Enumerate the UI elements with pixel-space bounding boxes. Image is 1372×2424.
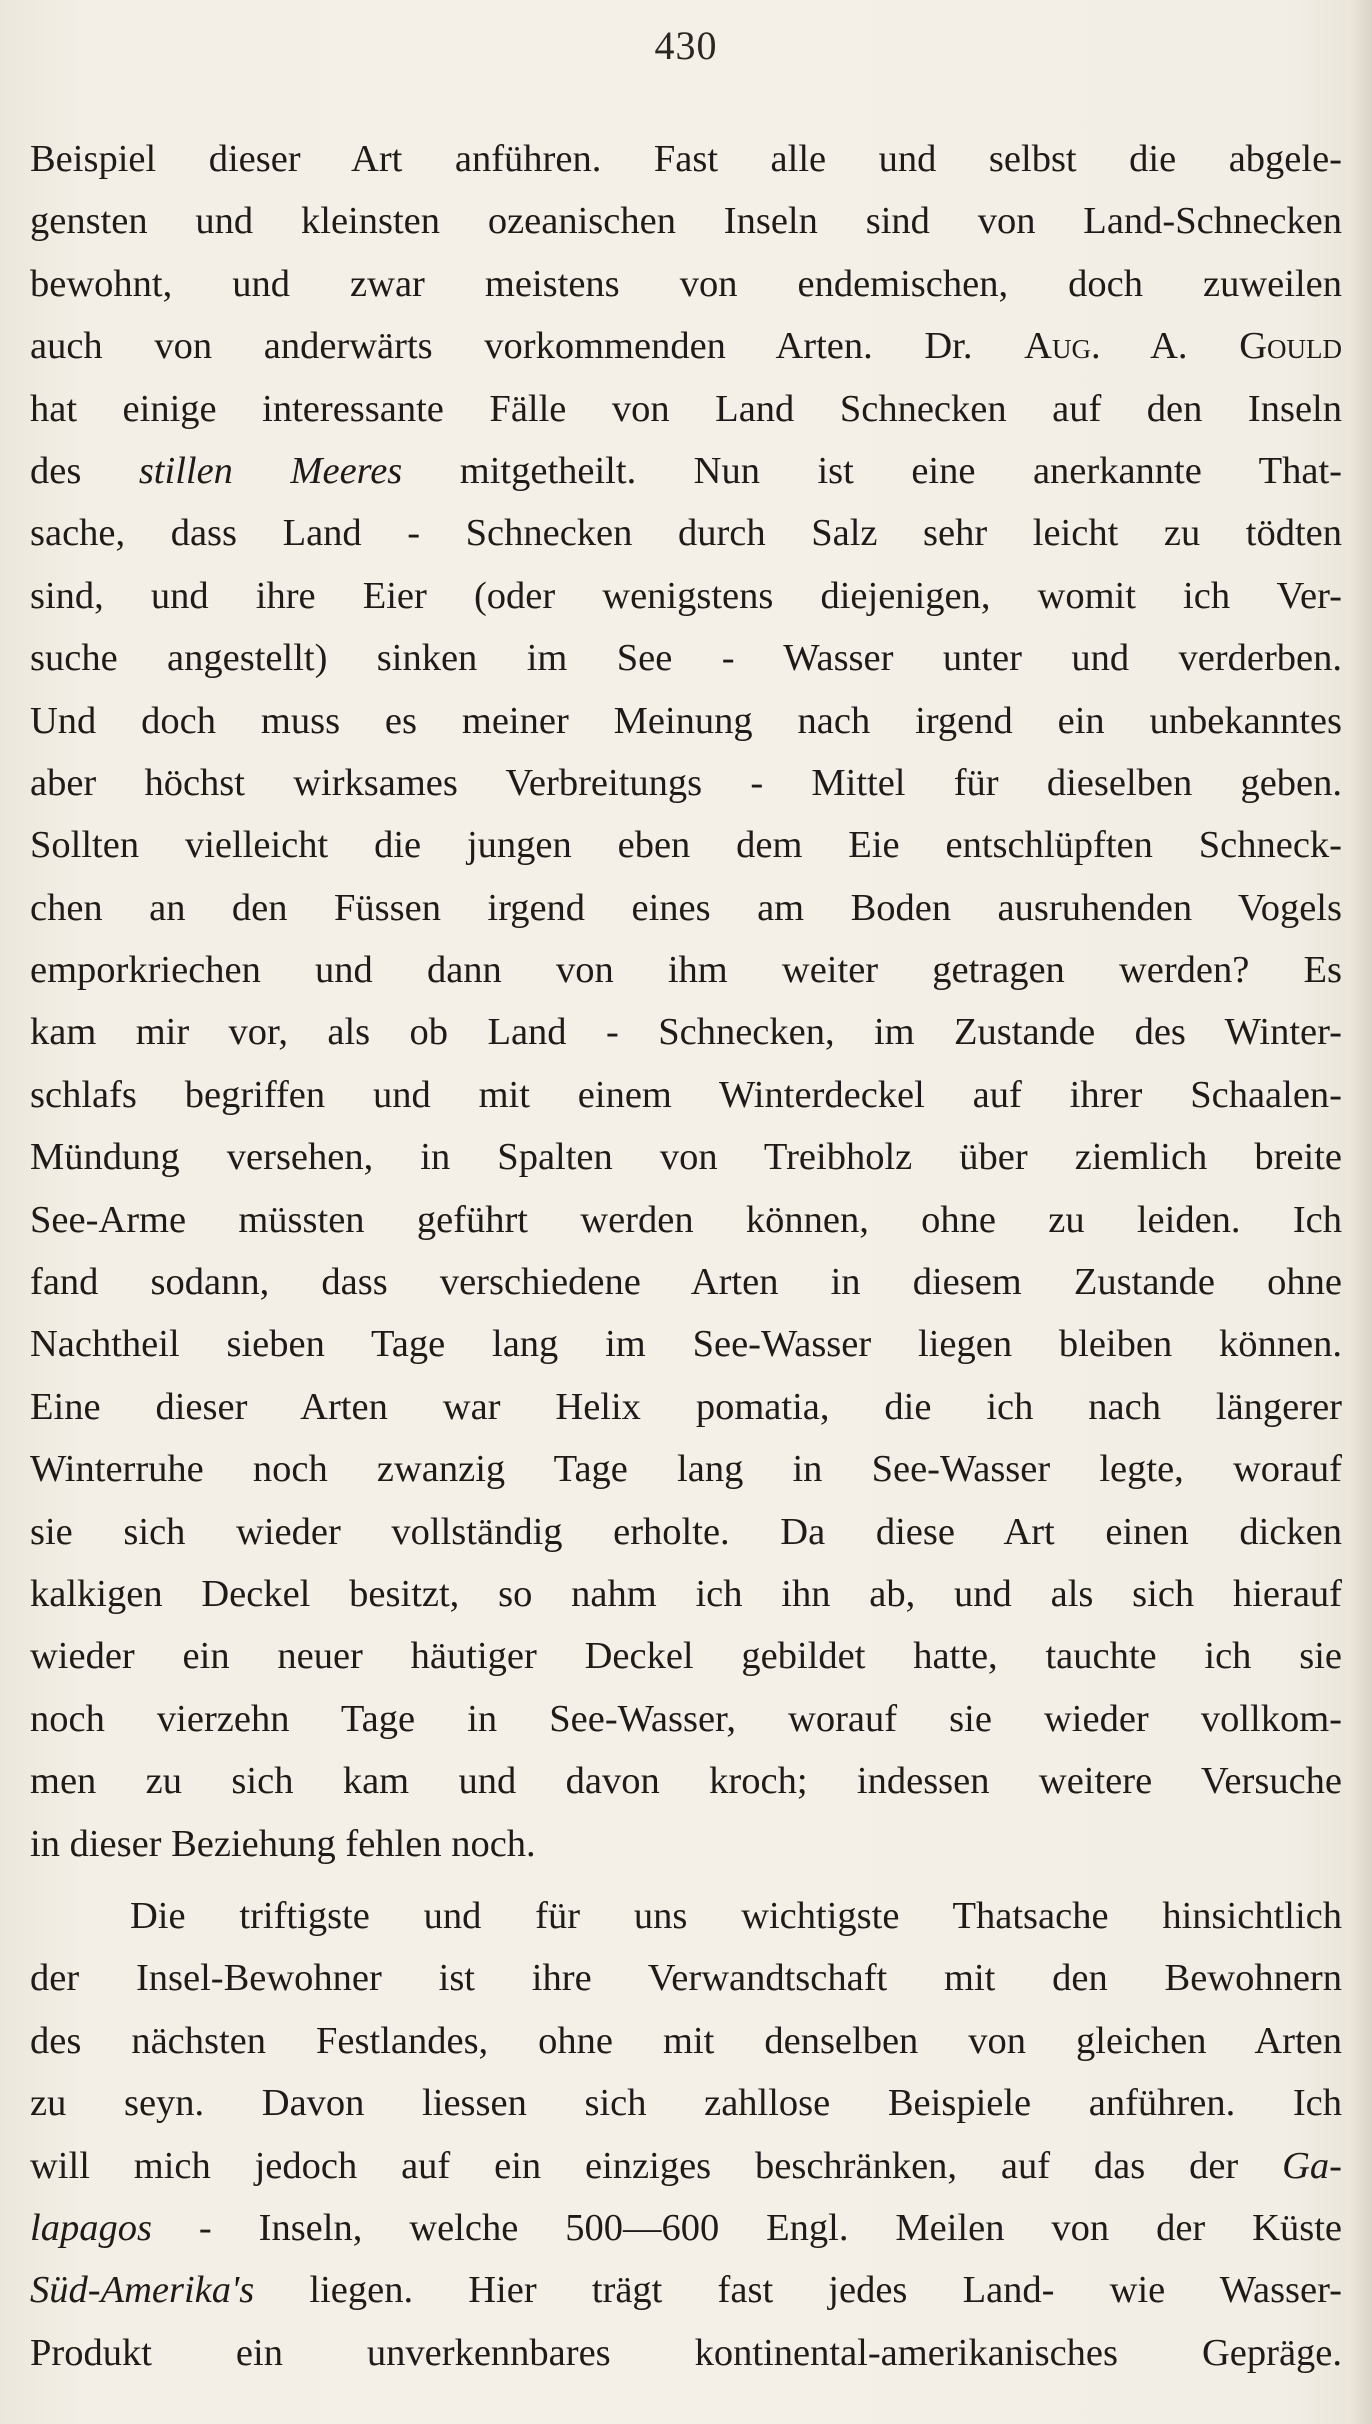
text-line: noch vierzehn Tage in See-Wasser, worauf sie wieder vollkom- [30, 1697, 1342, 1740]
text-line: des nächsten Festlandes, ohne mit denselben von gleichen Arten [30, 2019, 1342, 2062]
text-line: zu seyn. Davon liessen sich zahllose Beispiele anführen. Ich [30, 2082, 1342, 2125]
text-line: kalkigen Deckel besitzt, so nahm ich ihn ab, und als sich hierauf [30, 1572, 1342, 1615]
text-line: aber höchst wirksames Verbreitungs - Mittel für dieselben geben. [30, 761, 1342, 804]
text-line: sache, dass Land - Schnecken durch Salz sehr leicht zu tödten [30, 512, 1342, 555]
italic-place-name: Süd-Amerika's [30, 2269, 255, 2312]
text-line: Beispiel dieser Art anführen. Fast alle und selbst die abgele- [30, 138, 1342, 180]
author-name: Aug. A. Gould [1024, 325, 1342, 368]
text-line: kam mir vor, als ob Land - Schnecken, im Zustande des Winter- [30, 1011, 1342, 1054]
text-line: des stillen Meeres mitgetheilt. Nun ist eine anerkannte That- [30, 449, 1342, 492]
text-line: hat einige interessante Fälle von Land Schnecken auf den Inseln [30, 387, 1342, 430]
text-line: Produkt ein unverkennbares kontinental-amerikanisches Gepräge. [30, 2331, 1342, 2374]
body-text [30, 128, 1342, 2384]
paragraph-gap [30, 1875, 1342, 1885]
text-line: wieder ein neuer häutiger Deckel gebildet hatte, tauchte ich sie [30, 1635, 1342, 1678]
text-line: in dieser Beziehung fehlen noch. [30, 1822, 536, 1865]
text-line: men zu sich kam und davon kroch; indessen weitere Versuche [30, 1760, 1342, 1803]
text-line: Mündung versehen, in Spalten von Treibholz über ziemlich breite [30, 1136, 1342, 1179]
italic-place-name: lapagos [30, 2206, 152, 2249]
text-line: Die triftigste und für uns wichtigste Thatsache hinsichtlich [130, 1894, 1342, 1937]
text-line: Süd-Amerika's liegen. Hier trägt fast jedes Land- wie Wasser- [30, 2269, 1342, 2312]
text-line: See-Arme müssten geführt werden können, ohne zu leiden. Ich [30, 1198, 1342, 1241]
text-line: gensten und kleinsten ozeanischen Inseln sind von Land-Schnecken [30, 200, 1342, 243]
text-line: Und doch muss es meiner Meinung nach irgend ein unbekanntes [30, 699, 1342, 742]
text-line: Winterruhe noch zwanzig Tage lang in See-Wasser legte, worauf [30, 1448, 1342, 1491]
text-line: emporkriechen und dann von ihm weiter getragen werden? Es [30, 949, 1342, 992]
text-line: fand sodann, dass verschiedene Arten in diesem Zustande ohne [30, 1261, 1342, 1304]
text-line: chen an den Füssen irgend eines am Boden ausruhenden Vogels [30, 886, 1342, 929]
page-edge-shadow [1350, 0, 1372, 2424]
text-line: der Insel-Bewohner ist ihre Verwandtschaft mit den Bewohnern [30, 1957, 1342, 2000]
text-line: bewohnt, und zwar meistens von endemischen, doch zuweilen [30, 262, 1342, 305]
text-line: auch von anderwärts vorkommenden Arten. Dr. Aug. A. Gould [30, 325, 1342, 368]
text-line: schlafs begriffen und mit einem Winterdeckel auf ihrer Schaalen- [30, 1073, 1342, 1116]
page-number: 430 [654, 23, 718, 68]
text-line: sind, und ihre Eier (oder wenigstens diejenigen, womit ich Ver- [30, 574, 1342, 617]
text-line: lapagos - Inseln, welche 500—600 Engl. Meilen von der Küste [30, 2206, 1342, 2249]
italic-term: stillen Meeres [138, 449, 403, 492]
text-line: will mich jedoch auf ein einziges beschränken, auf das der Ga- [30, 2144, 1342, 2187]
paragraph-2 [30, 1885, 1342, 2384]
italic-place-name: Ga- [1282, 2144, 1342, 2187]
text-line: Eine dieser Arten war Helix pomatia, die ich nach längerer [30, 1385, 1342, 1428]
text-line: suche angestellt) sinken im See - Wasser unter und verderben. [30, 637, 1342, 680]
paragraph-1 [30, 128, 1342, 1875]
text-line: Nachtheil sieben Tage lang im See-Wasser liegen bleiben können. [30, 1323, 1342, 1366]
text-line: sie sich wieder vollständig erholte. Da diese Art einen dicken [30, 1510, 1342, 1553]
text-line: Sollten vielleicht die jungen eben dem Eie entschlüpften Schneck- [30, 824, 1342, 867]
